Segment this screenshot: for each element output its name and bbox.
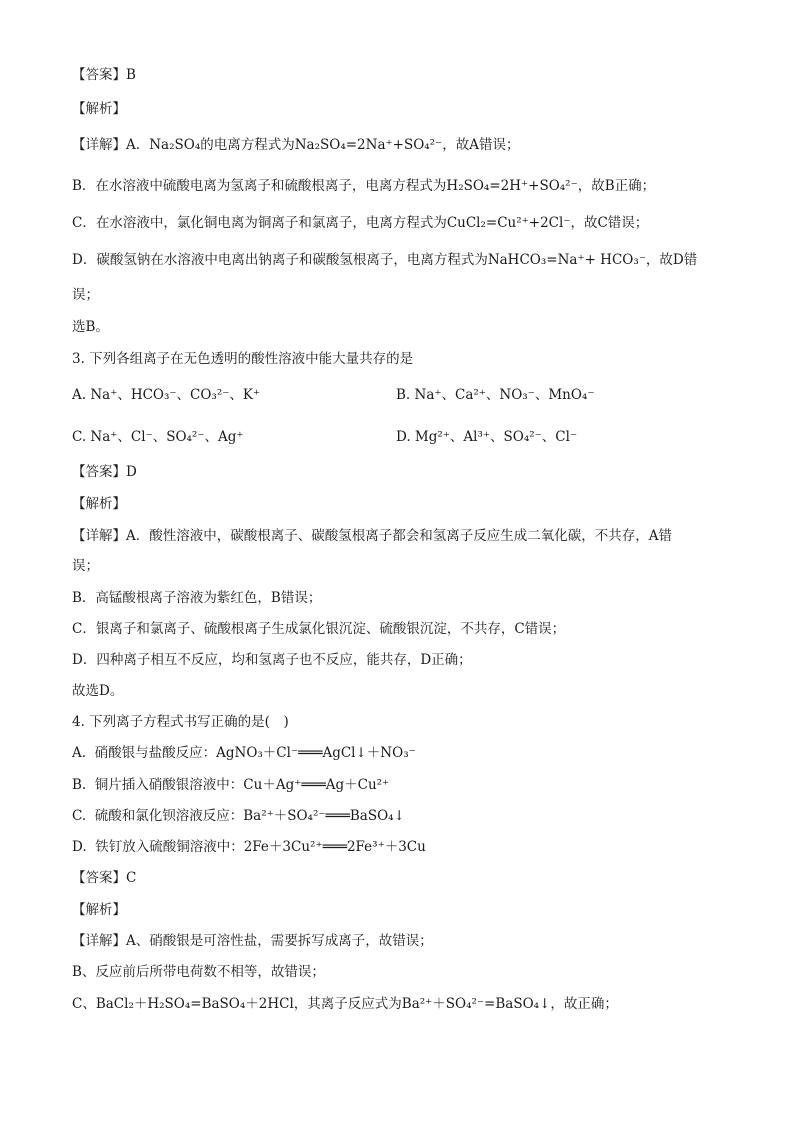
answer-label: 【答案】B bbox=[72, 67, 136, 83]
explanation-line: C．在水溶液中，氯化铜电离为铜离子和氯离子，电离方程式为CuCl₂=Cu²⁺+2Cl⁻，故C错误； bbox=[72, 215, 649, 231]
explanation-line: C．银离子和氯离子、硫酸根离子生成氯化银沉淀、硫酸银沉淀，不共存，C错误； bbox=[72, 621, 566, 637]
explanation-line: D．碳酸氢钠在水溶液中电离出钠离子和碳酸氢根离子，电离方程式为NaHCO₃=Na⁺+ HCO₃⁻，故D错 bbox=[72, 252, 698, 268]
analysis-label: 【解析】 bbox=[72, 496, 126, 512]
analysis-label: 【解析】 bbox=[72, 902, 126, 918]
explanation-line: 误； bbox=[72, 287, 99, 303]
explanation-line: 【详解】A、硝酸银是可溶性盐，需要拆写成离子，故错误； bbox=[72, 933, 433, 949]
explanation-line: 误； bbox=[72, 558, 99, 574]
option-b: B. 铜片插入硝酸银溶液中：Cu＋Ag⁺═══Ag＋Cu²⁺ bbox=[72, 777, 390, 793]
option-c: C. 硫酸和氯化钡溶液反应：Ba²⁺＋SO₄²⁻═══BaSO₄↓ bbox=[72, 808, 405, 824]
option-b: B. Na⁺、Ca²⁺、NO₃⁻、MnO₄⁻ bbox=[396, 387, 595, 403]
explanation-line: B、反应前后所带电荷数不相等，故错误； bbox=[72, 964, 325, 980]
option-d: D. 铁钉放入硫酸铜溶液中：2Fe＋3Cu²⁺═══2Fe³⁺＋3Cu bbox=[72, 839, 426, 855]
option-a: A. 硝酸银与盐酸反应：AgNO₃＋Cl⁻═══AgCl↓＋NO₃⁻ bbox=[72, 745, 416, 761]
explanation-line: 【详解】A．Na₂SO₄的电离方程式为Na₂SO₄=2Na⁺+SO₄²⁻，故A错误； bbox=[72, 137, 520, 153]
explanation-line: D．四种离子相互不反应，均和氢离子也不反应，能共存，D正确； bbox=[72, 652, 472, 668]
answer-label: 【答案】D bbox=[72, 464, 137, 480]
explanation-line: B．在水溶液中硫酸电离为氢离子和硫酸根离子，电离方程式为H₂SO₄=2H⁺+SO₄²⁻，故B正确； bbox=[72, 178, 656, 194]
option-c: C. Na⁺、Cl⁻、SO₄²⁻、Ag⁺ bbox=[72, 429, 244, 445]
explanation-line: B．高锰酸根离子溶液为紫红色，B错误； bbox=[72, 590, 322, 606]
option-a: A. Na⁺、HCO₃⁻、CO₃²⁻、K⁺ bbox=[72, 387, 261, 403]
analysis-label: 【解析】 bbox=[72, 101, 126, 117]
question-stem: 3. 下列各组离子在无色透明的酸性溶液中能大量共存的是 bbox=[72, 351, 414, 367]
explanation-line: 【详解】A．酸性溶液中，碳酸根离子、碳酸氢根离子都会和氢离子反应生成二氧化碳，不共存，A错 bbox=[72, 528, 672, 544]
explanation-line: 选B。 bbox=[72, 319, 109, 335]
explanation-line: C、BaCl₂＋H₂SO₄=BaSO₄＋2HCl，其离子反应式为Ba²⁺＋SO₄²⁻=BaSO₄↓，故正确； bbox=[72, 996, 618, 1012]
answer-label: 【答案】C bbox=[72, 870, 137, 886]
option-d: D. Mg²⁺、Al³⁺、SO₄²⁻、Cl⁻ bbox=[396, 429, 578, 445]
explanation-line: 故选D。 bbox=[72, 683, 124, 699]
question-stem: 4. 下列离子方程式书写正确的是( ) bbox=[72, 714, 289, 730]
